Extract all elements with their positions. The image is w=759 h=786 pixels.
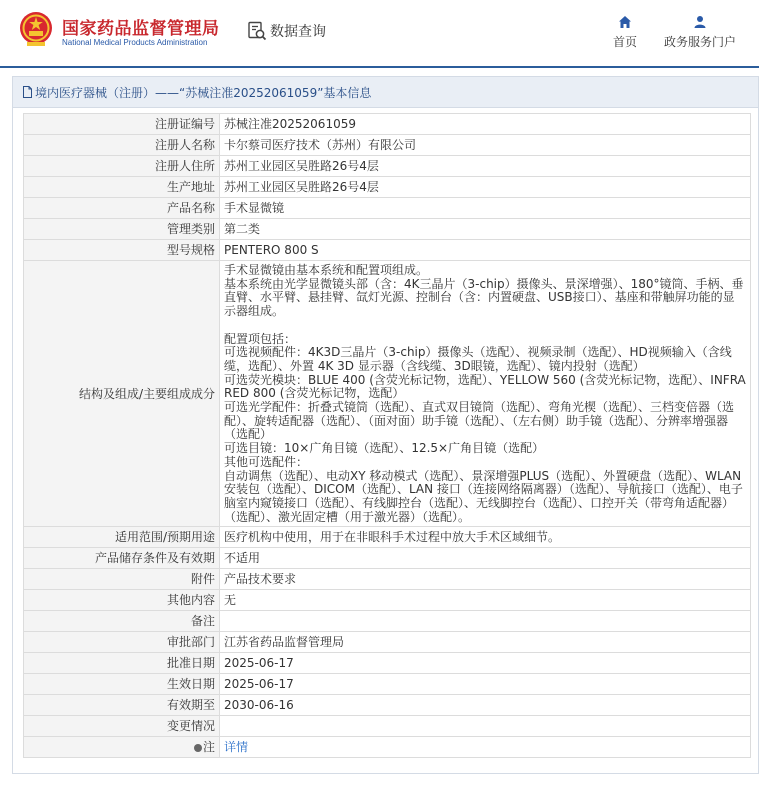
field-value: 手术显微镜 bbox=[220, 198, 751, 219]
field-label: 备注 bbox=[24, 611, 220, 632]
field-label: 附件 bbox=[24, 569, 220, 590]
field-label: 生产地址 bbox=[24, 177, 220, 198]
details-link[interactable]: 详情 bbox=[224, 740, 249, 755]
info-table-wrapper bbox=[23, 113, 751, 758]
site-title[interactable]: 国家药品监督管理局 bbox=[62, 19, 220, 39]
field-label: 适用范围/预期用途 bbox=[24, 527, 220, 548]
field-value: 2025-06-17 bbox=[220, 674, 751, 695]
field-label: 生效日期 bbox=[24, 674, 220, 695]
note-value-cell bbox=[220, 737, 751, 758]
nav-service-portal[interactable] bbox=[660, 15, 740, 50]
table-row bbox=[24, 632, 751, 653]
field-value: 手术显微镜由基本系统和配置项组成。 基本系统由光学显微镜头部（含：4K三晶片（3-chip）摄像头、景深增强）、180°镜筒、手柄、垂直臂、水平臂、悬挂臂、氙灯光源、控制台（含：内置硬盘、USB接口）、基座和带触屏功能的显示器组成。 配置项包括： 可选视频配件：4K3D三晶片（3-chip）摄像头（选配）、视频录制（选配）、HD视频输入（含线缆，选配）、外置 4K 3D 显示器（含线缆、3D眼镜，选配）、镜内投射（选配） 可选荧光模块：BLUE 400 (含荧光标记物，选配）、YELLOW 560 (含荧光标记物，选配）、INFRARED 800 (含荧光标记物，选配） 可选光学配件：折叠式镜筒（选配）、直式双目镜筒（选配）、弯角光楔（选配）、三档变倍器（选配）、旋转适配器（选配）、（面对面）助手镜（选配）、（左右侧）助手镜（选配）、分辨率增强器（选配） 可选目镜：10×广角目镜（选配）、12.5×广角目镜（选配） 其他可选配件： 自动调焦（选配）、电动XY 移动模式（选配）、景深增强PLUS（选配）、外置硬盘（选配）、WLAN 安装包（选配）、DICOM（选配）、LAN 接口（连接网络隔离器）（选配）、导航接口（选配）、电子脑室内窥镜接口（选配）、有线脚控台（选配）、无线脚控台（选配）、口控开关（带弯角适配器）（选配）、激光固定槽（用于激光器）（选配）。 bbox=[220, 261, 751, 527]
data-query-label: 数据查询 bbox=[270, 24, 326, 40]
table-row bbox=[24, 261, 751, 527]
field-value: 2025-06-17 bbox=[220, 653, 751, 674]
table-row bbox=[24, 695, 751, 716]
table-row bbox=[24, 716, 751, 737]
field-value: 苏州工业园区吴胜路26号4层 bbox=[220, 156, 751, 177]
info-dot-icon bbox=[194, 744, 202, 752]
header-divider bbox=[0, 66, 759, 68]
breadcrumb-text: 境内医疗器械（注册）——“苏械注准20252061059”基本信息 bbox=[35, 85, 372, 100]
field-label: 注册人住所 bbox=[24, 156, 220, 177]
document-icon bbox=[22, 86, 33, 98]
field-value: 2030-06-16 bbox=[220, 695, 751, 716]
table-row bbox=[24, 198, 751, 219]
site-title-english: National Medical Products Administration bbox=[62, 38, 208, 47]
field-label: 注册人名称 bbox=[24, 135, 220, 156]
nav-home[interactable] bbox=[610, 15, 640, 50]
note-label-cell bbox=[24, 737, 220, 758]
field-label: 产品名称 bbox=[24, 198, 220, 219]
table-row bbox=[24, 156, 751, 177]
table-row bbox=[24, 527, 751, 548]
table-row bbox=[24, 240, 751, 261]
field-label: 变更情况 bbox=[24, 716, 220, 737]
table-row bbox=[24, 569, 751, 590]
table-row bbox=[24, 611, 751, 632]
field-value: 第二类 bbox=[220, 219, 751, 240]
table-row bbox=[24, 177, 751, 198]
field-value bbox=[220, 611, 751, 632]
field-value: 苏械注准20252061059 bbox=[220, 114, 751, 135]
info-table bbox=[23, 113, 751, 758]
field-value: 江苏省药品监督管理局 bbox=[220, 632, 751, 653]
table-row bbox=[24, 135, 751, 156]
table-row bbox=[24, 548, 751, 569]
data-query-link[interactable] bbox=[247, 21, 326, 41]
field-label: 批准日期 bbox=[24, 653, 220, 674]
nav-home-label: 首页 bbox=[612, 35, 637, 49]
field-value: 无 bbox=[220, 590, 751, 611]
home-icon bbox=[618, 15, 632, 29]
table-row-note bbox=[24, 737, 751, 758]
field-value bbox=[220, 716, 751, 737]
info-table-body bbox=[24, 114, 751, 758]
nav-service-label: 政务服务门户 bbox=[663, 35, 736, 49]
field-value: 产品技术要求 bbox=[220, 569, 751, 590]
field-label: 产品储存条件及有效期 bbox=[24, 548, 220, 569]
breadcrumb bbox=[13, 77, 758, 108]
user-icon bbox=[693, 15, 707, 29]
field-value: 医疗机构中使用，用于在非眼科手术过程中放大手术区域细节。 bbox=[220, 527, 751, 548]
field-label: 其他内容 bbox=[24, 590, 220, 611]
note-label: 注 bbox=[202, 740, 215, 755]
detail-panel bbox=[12, 76, 759, 774]
field-label: 型号规格 bbox=[24, 240, 220, 261]
table-row bbox=[24, 653, 751, 674]
table-row bbox=[24, 219, 751, 240]
search-document-icon bbox=[247, 21, 267, 41]
field-value: 苏州工业园区吴胜路26号4层 bbox=[220, 177, 751, 198]
field-label: 管理类别 bbox=[24, 219, 220, 240]
table-row bbox=[24, 674, 751, 695]
national-emblem-icon bbox=[19, 11, 53, 48]
table-row bbox=[24, 590, 751, 611]
field-value: 卡尔蔡司医疗技术（苏州）有限公司 bbox=[220, 135, 751, 156]
field-label: 有效期至 bbox=[24, 695, 220, 716]
field-value: PENTERO 800 S bbox=[220, 240, 751, 261]
field-label: 结构及组成/主要组成成分 bbox=[24, 261, 220, 527]
table-row bbox=[24, 114, 751, 135]
field-label: 注册证编号 bbox=[24, 114, 220, 135]
field-value: 不适用 bbox=[220, 548, 751, 569]
site-header bbox=[0, 0, 759, 66]
field-label: 审批部门 bbox=[24, 632, 220, 653]
